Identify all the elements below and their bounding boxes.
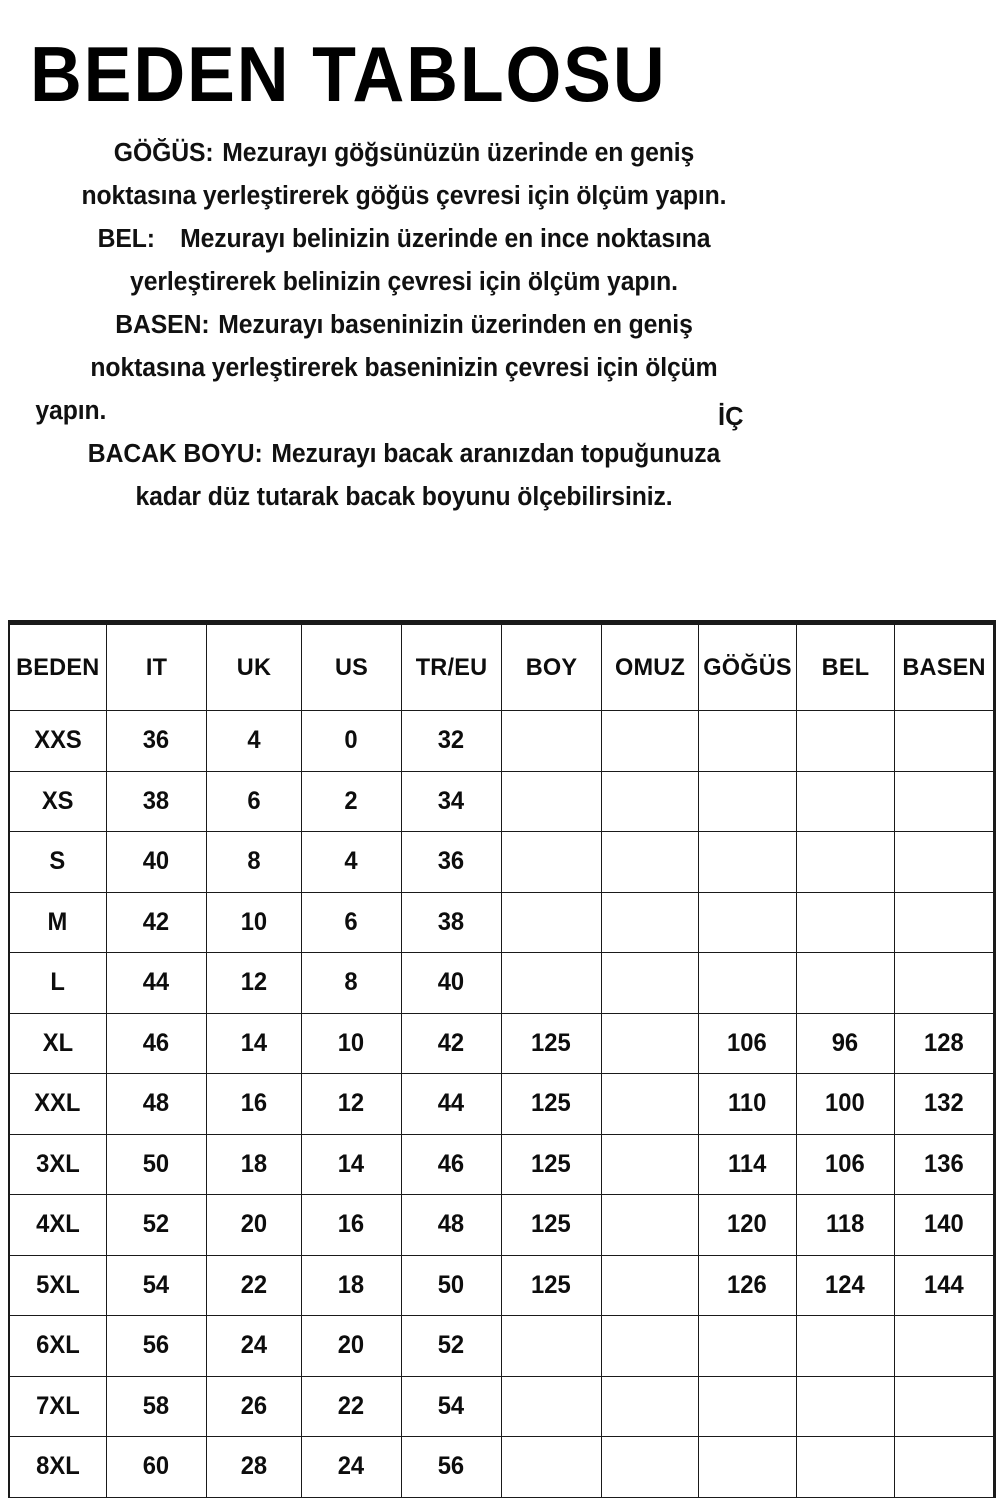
cell-gogus (698, 771, 796, 832)
cell-bel-value: 106 (825, 1149, 865, 1178)
cell-it (106, 1437, 206, 1498)
table-row (9, 1255, 994, 1316)
cell-us-value: 18 (337, 1270, 365, 1299)
cell-basen (894, 1316, 994, 1377)
cell-uk (206, 1316, 301, 1377)
column-header-us: US (301, 623, 401, 711)
cell-bel (796, 1376, 894, 1437)
cell-bel (796, 1255, 894, 1316)
cell-gogus-value: 110 (727, 1089, 767, 1118)
cell-gogus (698, 1437, 796, 1498)
cell-uk (206, 1437, 301, 1498)
cell-bel (796, 1437, 894, 1498)
cell-omuz (601, 1316, 698, 1377)
cell-gogus (698, 953, 796, 1014)
cell-beden (9, 892, 106, 953)
cell-treu (401, 892, 501, 953)
cell-us-value: 16 (337, 1210, 365, 1239)
cell-treu (401, 1013, 501, 1074)
cell-omuz (601, 1134, 698, 1195)
cell-us (301, 1376, 401, 1437)
cell-bel (796, 711, 894, 772)
instruction-leg-line1 (35, 433, 772, 476)
cell-boy-value: 125 (531, 1149, 571, 1178)
cell-us (301, 1316, 401, 1377)
cell-gogus (698, 1013, 796, 1074)
inner-leg-mark: İÇ (718, 403, 744, 431)
cell-beden-value: XXS (33, 726, 82, 755)
table-row (9, 892, 994, 953)
table-row (9, 832, 994, 893)
cell-uk-value: 26 (240, 1391, 267, 1420)
cell-basen (894, 1437, 994, 1498)
cell-us (301, 892, 401, 953)
cell-uk (206, 832, 301, 893)
cell-uk-value: 22 (240, 1270, 267, 1299)
cell-treu-value: 52 (437, 1331, 465, 1360)
cell-gogus-value: 120 (727, 1210, 767, 1239)
cell-it (106, 1013, 206, 1074)
cell-us-value: 6 (344, 907, 358, 936)
cell-us (301, 711, 401, 772)
cell-gogus (698, 1074, 796, 1135)
cell-treu-value: 54 (437, 1391, 465, 1420)
cell-omuz (601, 1074, 698, 1135)
cell-bel-value: 118 (825, 1210, 865, 1239)
cell-beden-value: 6XL (35, 1331, 80, 1360)
cell-it-value: 36 (142, 726, 170, 755)
cell-gogus (698, 711, 796, 772)
instruction-waist-line2: yerleştirerek belinizin çevresi için ölçüm yapın. (130, 268, 678, 296)
table-row (9, 953, 994, 1014)
cell-basen-value: 144 (923, 1270, 964, 1299)
cell-boy (501, 1316, 601, 1377)
cell-gogus (698, 1316, 796, 1377)
cell-beden-value: XXL (34, 1089, 81, 1118)
cell-gogus (698, 1376, 796, 1437)
column-header-uk: UK (206, 623, 301, 711)
cell-bel (796, 953, 894, 1014)
cell-it-value: 58 (142, 1391, 170, 1420)
cell-uk-value: 10 (240, 907, 267, 936)
cell-omuz (601, 892, 698, 953)
cell-us (301, 771, 401, 832)
cell-beden (9, 1316, 106, 1377)
table-row (9, 1134, 994, 1195)
table-row (9, 1316, 994, 1377)
instruction-hip-line3: yapın. (35, 397, 107, 425)
cell-beden-value: 4XL (35, 1210, 80, 1239)
cell-uk-value: 8 (246, 847, 261, 876)
cell-boy (501, 711, 601, 772)
cell-basen (894, 832, 994, 893)
table-row (9, 1013, 994, 1074)
instruction-waist-text1: Mezurayı belinizin üzerinde en ince noktasına (180, 225, 711, 253)
cell-treu-value: 38 (437, 907, 465, 936)
page-title-wrap (30, 28, 830, 120)
cell-it (106, 711, 206, 772)
cell-bel (796, 1134, 894, 1195)
cell-beden-value: L (50, 968, 66, 997)
cell-beden (9, 1437, 106, 1498)
cell-us (301, 832, 401, 893)
instruction-waist-line1 (35, 218, 772, 261)
cell-us (301, 1134, 401, 1195)
cell-omuz (601, 1376, 698, 1437)
cell-omuz (601, 771, 698, 832)
table-row (9, 1074, 994, 1135)
cell-gogus (698, 1195, 796, 1256)
size-table-head (9, 623, 994, 711)
cell-omuz (601, 832, 698, 893)
cell-gogus (698, 832, 796, 893)
cell-bel-value: 124 (825, 1270, 865, 1299)
cell-treu (401, 1255, 501, 1316)
page-title: BEDEN TABLOSU (30, 30, 667, 118)
cell-gogus (698, 1134, 796, 1195)
cell-omuz (601, 1437, 698, 1498)
cell-beden (9, 832, 106, 893)
cell-it-value: 44 (142, 968, 170, 997)
cell-treu-value: 36 (437, 847, 465, 876)
cell-basen (894, 892, 994, 953)
cell-omuz (601, 1013, 698, 1074)
cell-bel (796, 1074, 894, 1135)
cell-boy (501, 832, 601, 893)
cell-boy (501, 1134, 601, 1195)
cell-it (106, 953, 206, 1014)
cell-boy (501, 1255, 601, 1316)
cell-uk-value: 16 (240, 1089, 267, 1118)
cell-bel (796, 1316, 894, 1377)
column-header-gogus: GÖĞÜS (698, 623, 796, 711)
cell-boy-value: 125 (531, 1270, 571, 1299)
cell-uk (206, 1195, 301, 1256)
cell-treu (401, 1134, 501, 1195)
cell-beden-value: S (49, 847, 66, 876)
cell-uk (206, 1074, 301, 1135)
cell-us (301, 1255, 401, 1316)
cell-beden (9, 1074, 106, 1135)
cell-bel (796, 771, 894, 832)
cell-uk (206, 1013, 301, 1074)
column-header-beden: BEDEN (9, 623, 106, 711)
cell-treu-value: 34 (437, 786, 465, 815)
cell-us-value: 2 (344, 786, 358, 815)
cell-treu (401, 953, 501, 1014)
cell-basen (894, 711, 994, 772)
instruction-waist-label: BEL: (97, 225, 155, 253)
instruction-hip-line2: noktasına yerleştirerek baseninizin çevresi için ölçüm (90, 354, 718, 382)
cell-us-value: 14 (337, 1149, 365, 1178)
instruction-hip-text1: Mezurayı baseninizin üzerinden en geniş (218, 311, 693, 339)
cell-beden-value: XL (42, 1028, 73, 1057)
cell-uk (206, 711, 301, 772)
cell-uk (206, 1376, 301, 1437)
cell-treu-value: 32 (437, 726, 465, 755)
cell-uk-value: 28 (240, 1452, 267, 1481)
cell-omuz (601, 711, 698, 772)
table-row (9, 1376, 994, 1437)
cell-uk (206, 1134, 301, 1195)
table-header-row (9, 623, 994, 711)
instruction-leg-label: BACAK BOYU: (87, 440, 263, 468)
cell-basen (894, 1074, 994, 1135)
cell-us-value: 20 (337, 1331, 365, 1360)
cell-treu (401, 1195, 501, 1256)
cell-it-value: 48 (142, 1089, 170, 1118)
cell-beden-value: 8XL (35, 1452, 80, 1481)
cell-treu-value: 48 (437, 1210, 465, 1239)
cell-it-value: 54 (142, 1270, 170, 1299)
instruction-hip-label: BASEN: (115, 311, 210, 339)
measurement-instructions (24, 132, 784, 519)
cell-us-value: 8 (344, 968, 358, 997)
cell-gogus-value: 126 (727, 1270, 767, 1299)
cell-us (301, 953, 401, 1014)
cell-treu (401, 1074, 501, 1135)
cell-us-value: 12 (337, 1089, 365, 1118)
cell-us (301, 1013, 401, 1074)
cell-beden (9, 1013, 106, 1074)
cell-treu-value: 40 (437, 968, 465, 997)
cell-bel-value: 100 (825, 1089, 865, 1118)
cell-treu-value: 50 (437, 1270, 465, 1299)
cell-bel (796, 1013, 894, 1074)
cell-basen-value: 132 (923, 1089, 964, 1118)
cell-it-value: 38 (142, 786, 170, 815)
cell-it-value: 40 (142, 847, 170, 876)
cell-beden-value: 5XL (35, 1270, 80, 1299)
cell-us-value: 10 (337, 1028, 365, 1057)
cell-it (106, 1134, 206, 1195)
cell-us (301, 1074, 401, 1135)
cell-basen-value: 128 (923, 1028, 964, 1057)
size-table-body (9, 711, 994, 1498)
cell-treu-value: 46 (437, 1149, 465, 1178)
cell-boy (501, 1013, 601, 1074)
cell-it-value: 42 (142, 907, 170, 936)
cell-uk-value: 6 (246, 786, 261, 815)
cell-gogus (698, 1255, 796, 1316)
cell-treu (401, 1316, 501, 1377)
cell-treu (401, 771, 501, 832)
column-header-boy: BOY (501, 623, 601, 711)
cell-beden-value: 3XL (35, 1149, 80, 1178)
instruction-leg-line2: kadar düz tutarak bacak boyunu ölçebilirsiniz. (135, 483, 673, 511)
cell-boy-value: 125 (531, 1028, 571, 1057)
cell-it (106, 1316, 206, 1377)
cell-uk (206, 771, 301, 832)
cell-treu-value: 56 (437, 1452, 465, 1481)
cell-basen (894, 1255, 994, 1316)
cell-uk-value: 4 (246, 726, 261, 755)
cell-uk-value: 18 (240, 1149, 267, 1178)
cell-beden (9, 1255, 106, 1316)
table-row (9, 771, 994, 832)
cell-treu-value: 42 (437, 1028, 465, 1057)
cell-basen (894, 1376, 994, 1437)
cell-bel (796, 892, 894, 953)
cell-beden (9, 711, 106, 772)
cell-it (106, 892, 206, 953)
cell-beden (9, 953, 106, 1014)
cell-boy-value: 125 (531, 1089, 571, 1118)
cell-boy-value: 125 (531, 1210, 571, 1239)
cell-us (301, 1195, 401, 1256)
cell-omuz (601, 953, 698, 1014)
cell-gogus-value: 106 (727, 1028, 767, 1057)
cell-uk (206, 892, 301, 953)
cell-it (106, 771, 206, 832)
cell-it (106, 1195, 206, 1256)
cell-boy (501, 953, 601, 1014)
cell-beden-value: M (47, 907, 68, 936)
cell-boy (501, 1376, 601, 1437)
cell-bel (796, 832, 894, 893)
cell-bel (796, 1195, 894, 1256)
cell-us-value: 22 (337, 1391, 365, 1420)
cell-boy (501, 892, 601, 953)
cell-it-value: 60 (142, 1452, 170, 1481)
instruction-chest-label: GÖĞÜS: (113, 139, 214, 167)
cell-boy (501, 771, 601, 832)
cell-treu (401, 1376, 501, 1437)
table-row (9, 711, 994, 772)
size-table (8, 620, 996, 1498)
cell-boy (501, 1074, 601, 1135)
cell-uk (206, 953, 301, 1014)
cell-basen (894, 1013, 994, 1074)
cell-uk-value: 14 (240, 1028, 267, 1057)
table-row (9, 1195, 994, 1256)
cell-us-value: 24 (337, 1452, 365, 1481)
cell-uk-value: 12 (240, 968, 267, 997)
column-header-treu: TR/EU (401, 623, 501, 711)
cell-it-value: 52 (142, 1210, 170, 1239)
cell-us (301, 1437, 401, 1498)
cell-treu (401, 711, 501, 772)
cell-it-value: 46 (142, 1028, 170, 1057)
cell-omuz (601, 1195, 698, 1256)
cell-it (106, 1376, 206, 1437)
cell-it (106, 832, 206, 893)
cell-basen (894, 771, 994, 832)
cell-basen (894, 1134, 994, 1195)
cell-gogus-value: 114 (727, 1149, 767, 1178)
cell-omuz (601, 1255, 698, 1316)
cell-beden (9, 1134, 106, 1195)
cell-us-value: 0 (344, 726, 358, 755)
cell-gogus (698, 892, 796, 953)
cell-basen-value: 136 (923, 1149, 964, 1178)
size-table-wrap (8, 620, 993, 1498)
cell-uk-value: 24 (240, 1331, 267, 1360)
cell-beden (9, 1376, 106, 1437)
instruction-hip-line1 (35, 304, 772, 347)
cell-us-value: 4 (344, 847, 358, 876)
instruction-chest-line2: noktasına yerleştirerek göğüs çevresi için ölçüm yapın. (81, 182, 727, 210)
cell-treu (401, 1437, 501, 1498)
table-row (9, 1437, 994, 1498)
cell-uk (206, 1255, 301, 1316)
cell-it-value: 56 (142, 1331, 170, 1360)
cell-boy (501, 1195, 601, 1256)
cell-beden-value: 7XL (35, 1391, 80, 1420)
cell-beden (9, 1195, 106, 1256)
cell-uk-value: 20 (240, 1210, 267, 1239)
instruction-leg-text1: Mezurayı bacak aranızdan topuğunuza (271, 440, 721, 468)
cell-boy (501, 1437, 601, 1498)
cell-treu-value: 44 (437, 1089, 465, 1118)
column-header-basen: BASEN (894, 623, 994, 711)
column-header-it: IT (106, 623, 206, 711)
cell-beden (9, 771, 106, 832)
cell-it (106, 1255, 206, 1316)
instruction-chest-line1 (35, 132, 772, 175)
cell-it-value: 50 (142, 1149, 170, 1178)
instruction-chest-text1: Mezurayı göğsünüzün üzerinde en geniş (222, 139, 695, 167)
cell-basen (894, 953, 994, 1014)
cell-beden-value: XS (41, 786, 74, 815)
cell-basen-value: 140 (923, 1210, 964, 1239)
column-header-omuz: OMUZ (601, 623, 698, 711)
cell-treu (401, 832, 501, 893)
cell-it (106, 1074, 206, 1135)
cell-basen (894, 1195, 994, 1256)
column-header-bel: BEL (796, 623, 894, 711)
cell-bel-value: 96 (831, 1028, 859, 1057)
